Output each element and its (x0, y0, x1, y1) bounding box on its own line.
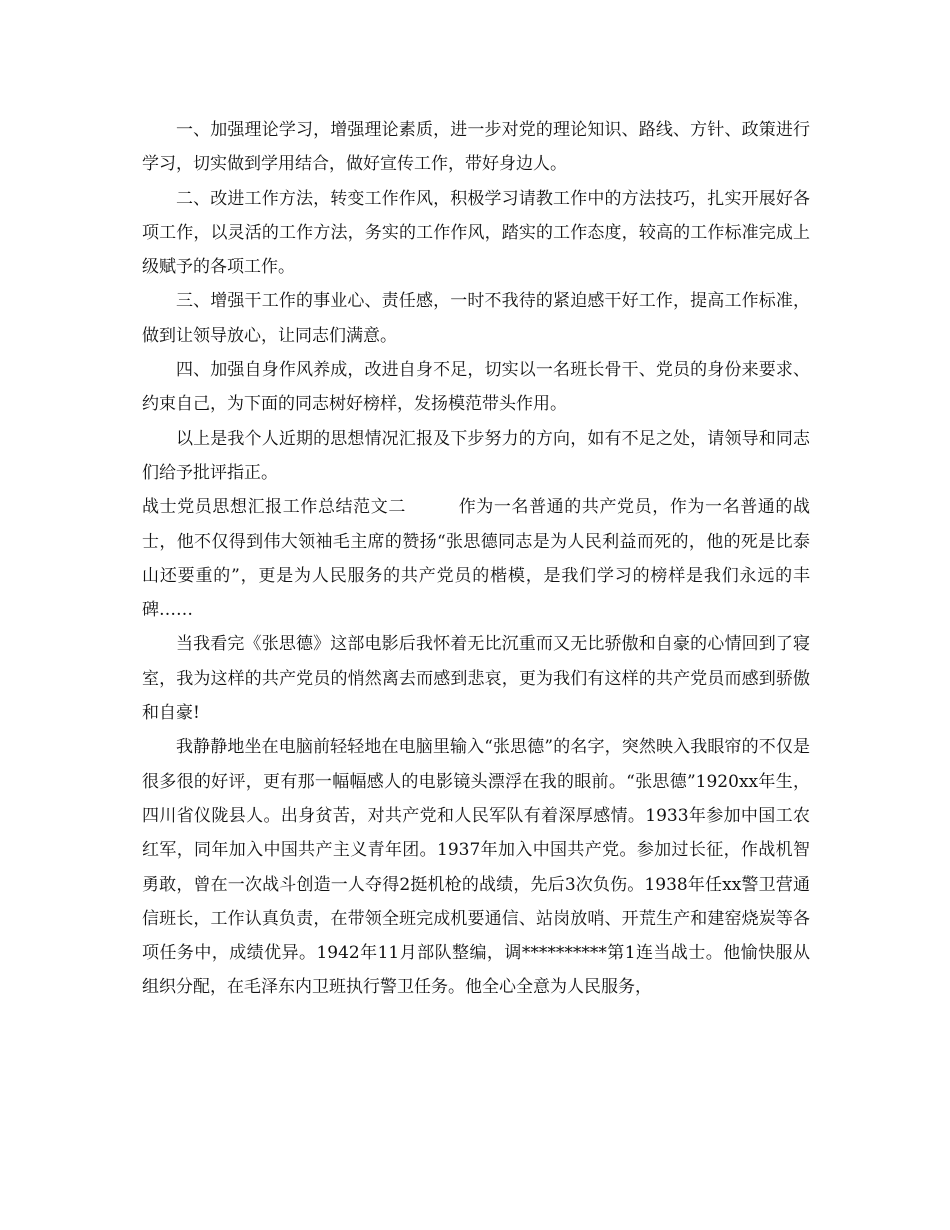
document-page (142, 113, 810, 1005)
paragraph-7: 当我看完《张思德》这部电影后我怀着无比沉重而又无比骄傲和自豪的心情回到了寝室，我为这样的共产党员的悄然离去而感到悲哀，更为我们有这样的共产党员而感到骄傲和自豪! (142, 634, 810, 724)
paragraph-8: 我静静地坐在电脑前轻轻地在电脑里输入“张思德”的名字，突然映入我眼帘的不仅是很多很的好评，更有那一幅幅感人的电影镜头漂浮在我的眼前。“张思德”1920xx年生，四川省仪陇县人。出身贫苦，对共产党和人民军队有着深厚感情。1933年参加中国工农红军，同年加入中国共产主义青年团。1937年加入中国共产党。参加过长征，作战机智勇敢，曾在一次战斗创造一人夺得2挺机枪的战绩，先后3次负伤。1938年任xx警卫营通信班长，工作认真负责，在带领全班完成机要通信、站岗放哨、开荒生产和建窑烧炭等各项任务中，成绩优异。1942年11月部队整编，调**********第1连当战士。他愉快服从组织分配，在毛泽东内卫班执行警卫任务。他全心全意为人民服务， (142, 737, 810, 998)
paragraph-6-title-and-intro: 战士党员思想汇报工作总结范文二 作为一名普通的共产党员，作为一名普通的战士，他不仅得到伟大领袖毛主席的赞扬“张思德同志是为人民利益而死的，他的死是比泰山还要重的”，更是为人民服务的共产党员的楷模，是我们学习的榜样是我们永远的丰碑…… (142, 497, 810, 621)
paragraph-4: 四、加强自身作风养成，改进自身不足，切实以一名班长骨干、党员的身份来要求、约束自己，为下面的同志树好榜样，发扬模范带头作用。 (142, 360, 810, 415)
paragraph-5: 以上是我个人近期的思想情况汇报及下步努力的方向，如有不足之处，请领导和同志们给予批评指正。 (142, 428, 810, 483)
paragraph-2: 二、改进工作方法，转变工作作风，积极学习请教工作中的方法技巧，扎实开展好各项工作，以灵活的工作方法，务实的工作作风，踏实的工作态度，较高的工作标准完成上级赋予的各项工作。 (142, 188, 810, 278)
paragraph-3: 三、增强干工作的事业心、责任感，一时不我待的紧迫感干好工作，提高工作标准，做到让领导放心，让同志们满意。 (142, 291, 810, 346)
paragraph-1: 一、加强理论学习，增强理论素质，进一步对党的理论知识、路线、方针、政策进行学习，切实做到学用结合，做好宣传工作，带好身边人。 (142, 120, 810, 175)
